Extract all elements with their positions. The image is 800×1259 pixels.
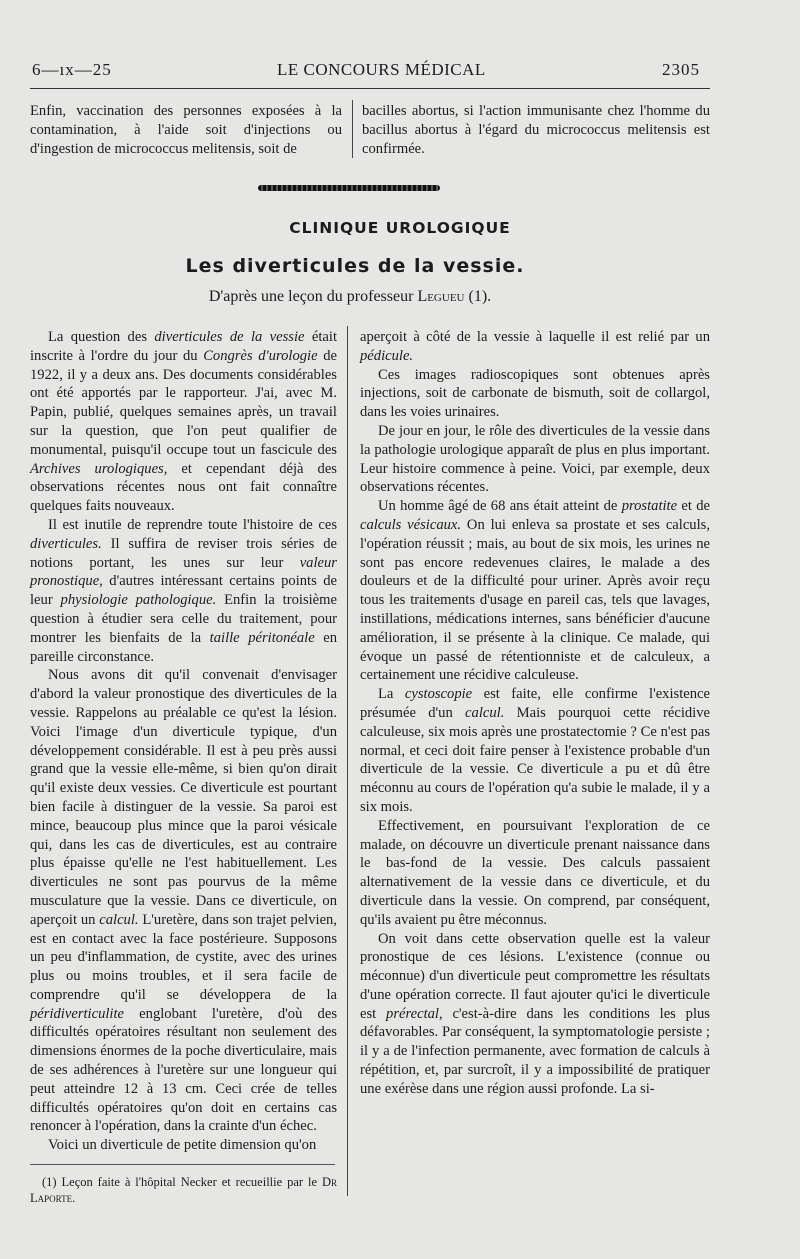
ornament-divider xyxy=(258,185,440,191)
previous-article-end-left xyxy=(30,102,342,158)
footnote xyxy=(30,1174,337,1206)
footnote-author: Dr Laporte. xyxy=(30,1175,337,1205)
subtitle-prefix: D'après une leçon du professeur xyxy=(208,288,414,305)
paragraph: Voici un diverticule de petite dimension qu'on xyxy=(48,1137,317,1154)
running-head xyxy=(32,60,700,84)
paragraph: Ces images radioscopiques sont obtenues après injections, soit de carbonate de bismuth, soit de collargol, dans les voies urinaires. xyxy=(360,366,710,421)
paragraph: bacilles abortus, si l'action immunisante chez l'homme du bacillus abortus à l'égard du micrococcus melitensis est confirmée. xyxy=(362,103,710,157)
column-divider xyxy=(347,326,348,1196)
paragraph: La question des diverticules de la vessie était inscrite à l'ordre du jour du Congrès d'urologie de 1922, il y a deux ans. Des documents considérables ont été apportés par le rapporteur. J'ai, avec M. Papin, publié, quelques semaines après, un travail sur la question, que l'on peut qualifier de monumental, puisqu'il occupe tout un fascicule des Archives urologiques, et cependant déjà des observations récentes nous ont fait connaître quelques faits nouveaux. xyxy=(30,329,337,515)
article-subtitle xyxy=(0,288,700,306)
author-name: Legueu xyxy=(417,288,465,305)
paragraph: De jour en jour, le rôle des diverticules de la vessie dans la pathologie urologique apparaît de plus en plus important. Leur histoire commence à peine. Voici, par exemple, deux observations récentes. xyxy=(360,422,710,496)
header-rule xyxy=(30,88,710,89)
previous-article-end-right xyxy=(362,102,710,158)
paragraph: Nous avons dit qu'il convenait d'envisager d'abord la valeur pronostique des diverticules de la vessie. Rappelons au préalable ce qu'est la lésion. Voici l'image d'un diverticule typique, d'un développement considérable. Il est à peu près aussi grand que la vessie elle-même, si bien qu'on dirait qu'il existe deux vessies. Ce diverticule est pourtant bien facile à distinguer de la vessie. Sa paroi est mince, beaucoup plus mince que la paroi vésicale qui, dans les cas de diverticules, est au contraire plus épaisse qu'elle ne l'est habituellement. Les diverticules ne sont pas pourvus de la même musculature que la vessie. Dans ce diverticule, on aperçoit un calcul. L'uretère, dans son trajet pelvien, est en contact avec la face postérieure. Supposons un peu d'inflammation, de cystite, avec des urines plus ou moins troubles, et il sera facile de comprendre qu'il se développera de la péridiverticulite englobant l'uretère, d'où des difficultés opératoires résultant non seulement des dimensions énormes de la poche diverticulaire, mais de ses adhérences à l'uretère sur une longueur qui peut atteindre 12 à 13 cm. Ceci crée de telles difficultés opératoires qu'on doit en certains cas renoncer à l'opération, dans la crainte d'un échec. xyxy=(30,667,337,1135)
paragraph: La cystoscopie est faite, elle confirme l'existence présumée d'un calcul. Mais pourquoi cette récidive calculeuse, six mois après une prostatectomie ? Ce n'est pas normal, et ceci doit faire penser à l'existence probable d'un diverticule de la vessie. Ce diverticule a pu et dû être méconnu au cours de l'opération qu'a subie le malade, il y a six mois. xyxy=(360,686,710,815)
right-column xyxy=(360,328,710,1099)
paragraph: Enfin, vaccination des personnes exposées à la contamination, à l'aide soit d'injections ou d'ingestion de micrococcus melitensis, soit de xyxy=(30,103,342,157)
paragraph: Un homme âgé de 68 ans était atteint de prostatite et de calculs vésicaux. On lui enleva sa prostate et ses calculs, l'opération réussit ; mais, au bout de six mois, les urines ne sont pas encore redevenues claires, le malade a des douleurs et de la difficulté pour uriner. Après avoir reçu tous les traitements d'usage en pareil cas, tels que lavages, instillations, médications internes, sans bénéficier d'aucune amélioration, il se présente à la clinique. Ce malade, qui évoque un passé de rétentionniste et de calculeux, a certainement une récidive calculeuse. xyxy=(360,498,710,684)
footnote-ref: (1). xyxy=(468,288,492,305)
issue-date: 6—ıx—25 xyxy=(32,60,112,79)
footnote-rule xyxy=(30,1164,335,1165)
paragraph: Il est inutile de reprendre toute l'histoire de ces diverticules. Il suffira de reviser trois séries de notions portant, les unes sur leur valeur pronostique, d'autres intéressant certains points de leur physiologie pathologique. Enfin la troisième question à étudier sera celle du traitement, pour montrer les bienfaits de la taille péritonéale en pareille circonstance. xyxy=(30,516,337,665)
section-title: CLINIQUE UROLOGIQUE xyxy=(289,219,511,237)
left-column xyxy=(30,328,337,1155)
paragraph: aperçoit à côté de la vessie à laquelle il est relié par un pédicule. xyxy=(360,329,710,364)
column-divider xyxy=(352,100,353,158)
paragraph: Effectivement, en poursuivant l'exploration de ce malade, on découvre un diverticule prenant naissance dans le bas-fond de la vessie. Des calculs passaient alternativement de la vessie dans ce diverticule, et du diverticule dans la vessie. On comprend, par conséquent, qu'ils avaient pu être méconnus. xyxy=(360,817,710,928)
paragraph: On voit dans cette observation quelle est la valeur pronostique de ces lésions. L'existence (connue ou méconnue) d'un diverticule peut compromettre les résultats d'une opération correcte. Il faut ajouter qu'ici le diverticule est prérectal, c'est-à-dire dans les conditions les plus défavorables. Par conséquent, la symptomatologie persiste ; il y a de l'infection permanente, avec formation de calculs à répétition, et, par surcroît, il y a impossibilité de pratiquer une exérèse dans une région aussi profonde. La si- xyxy=(360,930,710,1097)
footnote-text: (1) Leçon faite à l'hôpital Necker et recueillie par le Dr Laporte. xyxy=(30,1175,337,1205)
article-title: Les diverticules de la vessie. xyxy=(185,255,525,277)
journal-title: LE CONCOURS MÉDICAL xyxy=(277,60,486,79)
page-number: 2305 xyxy=(662,60,700,79)
